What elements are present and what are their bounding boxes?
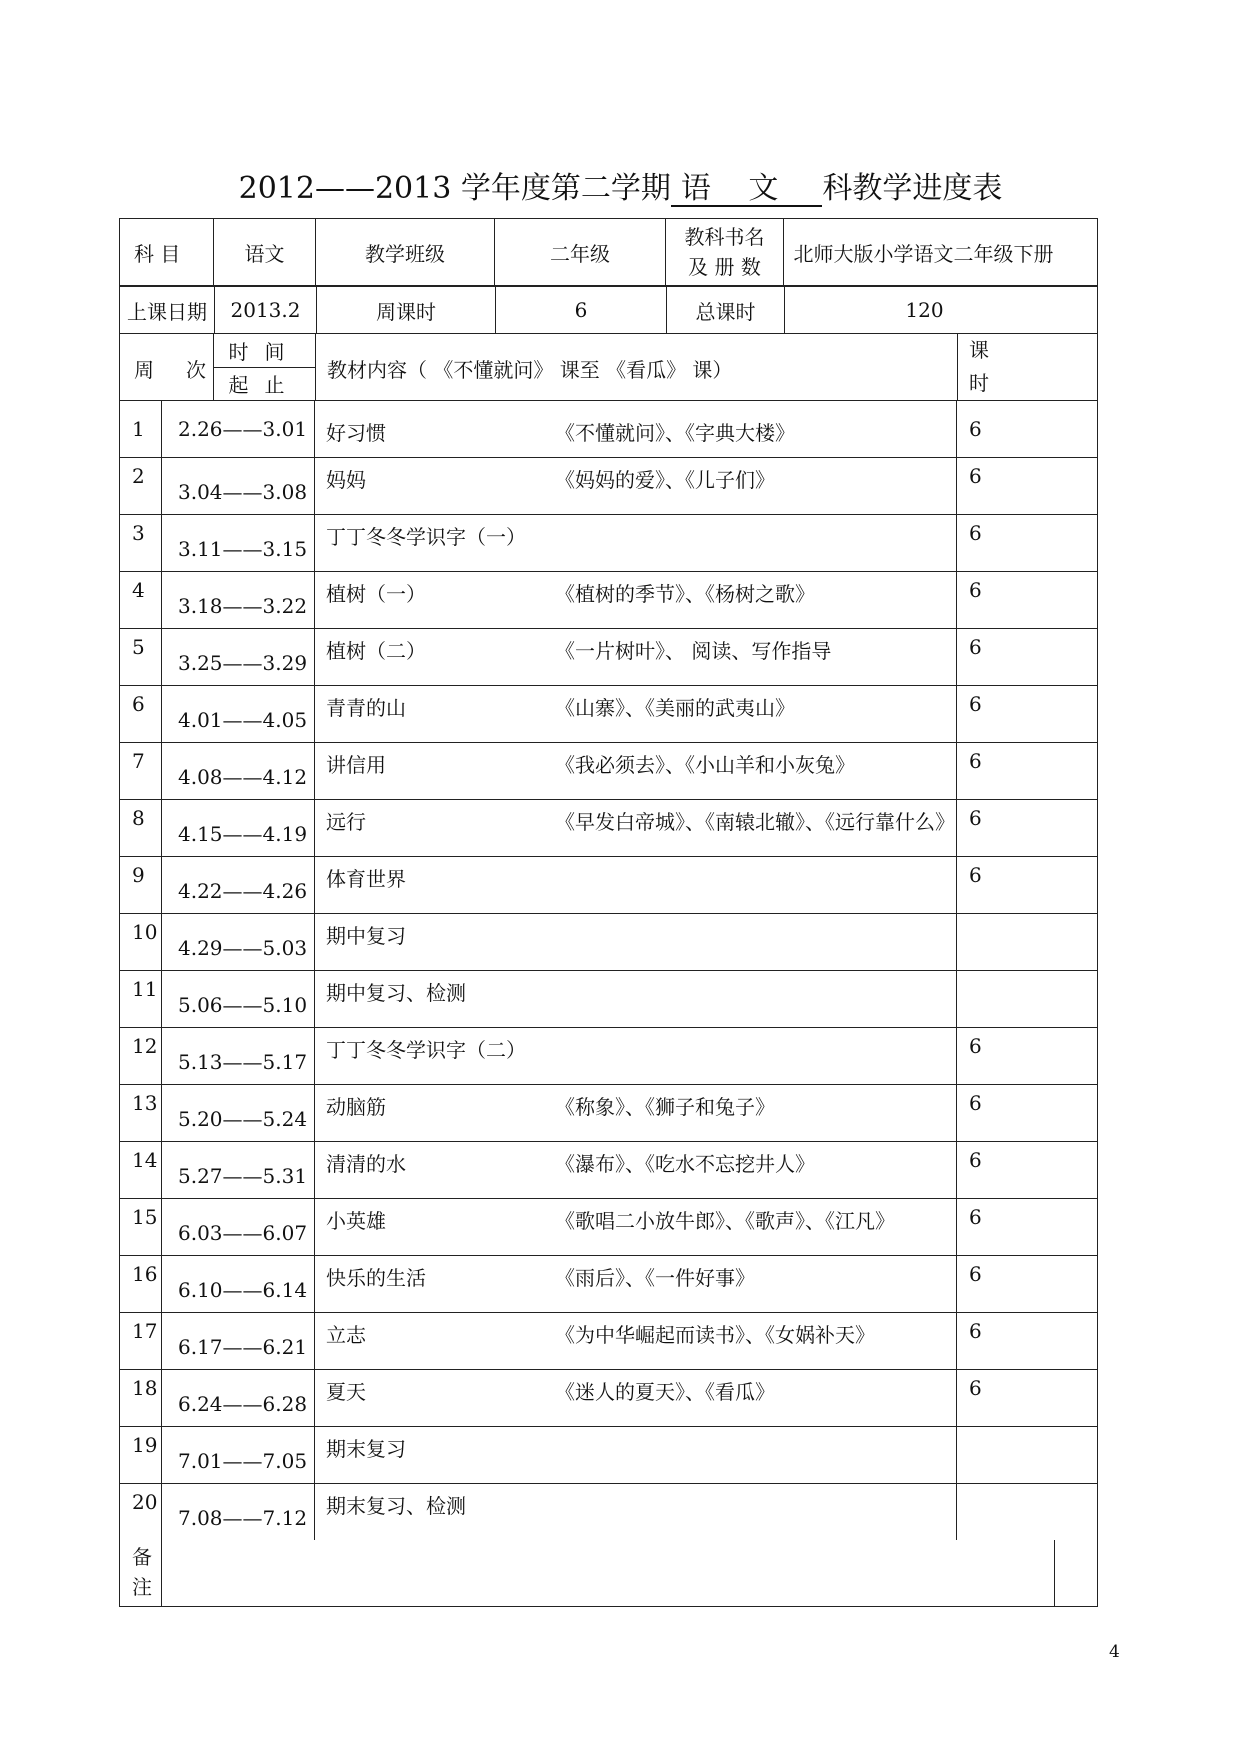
week-cell: 16	[120, 1256, 162, 1312]
hours-cell: 6	[969, 1034, 982, 1058]
lessons-cell	[555, 857, 957, 913]
lessons-cell: 《一片树叶》、 阅读、写作指导	[555, 629, 957, 685]
schedule-grid	[119, 334, 1098, 1607]
unit-cell: 远行	[326, 810, 366, 834]
table-row	[120, 458, 1097, 515]
week-cell: 17	[120, 1313, 162, 1369]
hours-cell: 6	[969, 578, 982, 602]
week-cell: 3	[120, 515, 162, 571]
lessons-cell: 《妈妈的爱》、《儿子们》	[555, 458, 957, 514]
table-row	[120, 686, 1097, 743]
unit-cell: 夏天	[326, 1380, 366, 1404]
start-label: 上课日期	[120, 287, 215, 333]
week-cell: 12	[120, 1028, 162, 1084]
date-range-cell: 6.03——6.07	[162, 1199, 315, 1255]
date-range-cell: 7.08——7.12	[162, 1484, 315, 1540]
unit-cell: 动脑筋	[326, 1095, 386, 1119]
hours-col-top: 课	[969, 338, 989, 362]
week-cell: 1	[120, 401, 162, 457]
weekly-value: 6	[496, 287, 667, 333]
class-value: 二年级	[495, 219, 666, 285]
hours-cell	[957, 914, 999, 970]
date-range-cell: 5.27——5.31	[162, 1142, 315, 1198]
unit-cell: 立志	[326, 1323, 366, 1347]
unit-cell: 植树（二）	[326, 639, 426, 663]
notes-label-1: 备	[132, 1545, 152, 1569]
table-row	[120, 1484, 1097, 1540]
week-col-header: 周	[134, 358, 154, 382]
date-range-cell: 6.17——6.21	[162, 1313, 315, 1369]
week-cell: 15	[120, 1199, 162, 1255]
week-cell: 2	[120, 458, 162, 514]
table-row	[120, 743, 1097, 800]
hours-cell: 6	[969, 692, 982, 716]
date-range-cell: 2.26——3.01	[162, 401, 315, 457]
unit-cell: 丁丁冬冬学识字（二）	[326, 1038, 526, 1062]
unit-cell: 期中复习	[326, 924, 406, 948]
unit-cell: 妈妈	[326, 468, 366, 492]
book-label-line2: 及 册 数	[688, 255, 761, 279]
title-subject: 语 文	[671, 172, 823, 207]
hours-cell: 6	[969, 1376, 982, 1400]
table-row	[120, 515, 1097, 572]
table-row	[120, 1085, 1097, 1142]
date-range-cell: 5.13——5.17	[162, 1028, 315, 1084]
table-row	[120, 800, 1097, 857]
week-rows	[120, 401, 1097, 1540]
hours-cell: 6	[969, 749, 982, 773]
hours-cell: 6	[969, 1205, 982, 1229]
total-value: 120	[905, 298, 944, 322]
unit-cell: 小英雄	[326, 1209, 386, 1233]
time-col-bottom: 起止	[228, 373, 301, 398]
unit-cell: 期末复习、检测	[326, 1494, 466, 1518]
lessons-cell: 《迷人的夏天》、《看瓜》	[555, 1370, 957, 1426]
lessons-cell: 《称象》、《狮子和兔子》	[555, 1085, 957, 1141]
date-range-cell: 7.01——7.05	[162, 1427, 315, 1483]
column-header-row	[120, 334, 1097, 401]
week-cell: 7	[120, 743, 162, 799]
table-row	[120, 914, 1097, 971]
week-cell: 11	[120, 971, 162, 1027]
book-label	[666, 219, 784, 285]
hours-cell	[957, 1484, 999, 1540]
lessons-cell	[555, 1028, 957, 1084]
unit-cell: 青青的山	[326, 696, 406, 720]
unit-cell: 期中复习、检测	[326, 981, 466, 1005]
hours-cell: 6	[969, 1091, 982, 1115]
hours-cell: 6	[969, 1148, 982, 1172]
unit-cell: 好习惯	[326, 421, 386, 445]
date-range-cell: 4.15——4.19	[162, 800, 315, 856]
unit-cell: 丁丁冬冬学识字（一）	[326, 525, 526, 549]
lessons-cell: 《我必须去》、《小山羊和小灰兔》	[555, 743, 957, 799]
hours-cell: 6	[969, 806, 982, 830]
table-row	[120, 971, 1097, 1028]
hours-cell	[957, 971, 999, 1027]
hours-cell: 6	[969, 863, 982, 887]
week-col-header-2: 次	[162, 334, 214, 400]
notes-label-2: 注	[132, 1575, 152, 1599]
date-range-cell: 4.08——4.12	[162, 743, 315, 799]
book-label-line1: 教科书名	[684, 225, 765, 249]
hours-cell: 6	[969, 417, 982, 441]
subject-label	[120, 219, 214, 285]
hours-cell: 6	[969, 1319, 982, 1343]
week-cell: 6	[120, 686, 162, 742]
table-row	[120, 1142, 1097, 1199]
unit-cell: 讲信用	[326, 753, 386, 777]
table-row	[120, 857, 1097, 914]
lessons-cell: 《雨后》、《一件好事》	[555, 1256, 957, 1312]
lessons-cell	[555, 1484, 957, 1540]
date-range-cell: 4.29——5.03	[162, 914, 315, 970]
week-cell: 18	[120, 1370, 162, 1426]
date-range-cell: 6.24——6.28	[162, 1370, 315, 1426]
lessons-cell: 《山寨》、《美丽的武夷山》	[555, 686, 957, 742]
notes-content	[162, 1540, 1055, 1606]
title-suffix: 科教学进度表	[822, 171, 1003, 206]
week-cell: 8	[120, 800, 162, 856]
table-row	[120, 1256, 1097, 1313]
lessons-cell	[555, 971, 957, 1027]
date-range-cell: 5.20——5.24	[162, 1085, 315, 1141]
title-prefix: 2012——2013 学年度第二学期	[238, 171, 671, 206]
time-col-header	[214, 334, 316, 400]
lessons-cell	[555, 1427, 957, 1483]
subject-value: 语文	[214, 219, 316, 285]
table-row	[120, 572, 1097, 629]
time-col-top: 时间	[214, 334, 315, 368]
notes-hours	[1055, 1540, 1097, 1606]
lessons-cell: 《不懂就问》、《字典大楼》	[555, 401, 957, 457]
header-row-1	[119, 218, 1098, 286]
week-cell: 14	[120, 1142, 162, 1198]
subject-label-text: 科 目	[134, 241, 181, 266]
date-range-cell: 3.18——3.22	[162, 572, 315, 628]
date-range-cell: 3.25——3.29	[162, 629, 315, 685]
lessons-cell	[555, 914, 957, 970]
unit-cell: 植树（一）	[326, 582, 426, 606]
hours-cell: 6	[969, 1262, 982, 1286]
hours-cell	[957, 1427, 999, 1483]
week-cell: 19	[120, 1427, 162, 1483]
lessons-cell: 《歌唱二小放牛郎》、《歌声》、《江凡》	[555, 1199, 957, 1255]
page-title	[0, 163, 1241, 207]
class-label: 教学班级	[316, 219, 495, 285]
week-cell: 10	[120, 914, 162, 970]
notes-label	[120, 1540, 162, 1606]
lessons-cell: 《为中华崛起而读书》、《女娲补天》	[555, 1313, 957, 1369]
date-range-cell: 5.06——5.10	[162, 971, 315, 1027]
start-value: 2013.2	[215, 287, 317, 333]
unit-cell: 清清的水	[326, 1152, 406, 1176]
schedule-table	[119, 218, 1098, 1607]
hours-cell: 6	[969, 521, 982, 545]
hours-cell: 6	[969, 464, 982, 488]
hours-col-header	[958, 334, 1000, 400]
week-cell: 4	[120, 572, 162, 628]
table-row	[120, 401, 1097, 458]
lessons-cell: 《植树的季节》、《杨树之歌》	[555, 572, 957, 628]
week-cell: 5	[120, 629, 162, 685]
date-range-cell: 4.22——4.26	[162, 857, 315, 913]
hours-col-bottom: 时	[969, 371, 989, 395]
table-row	[120, 1427, 1097, 1484]
table-row	[120, 1028, 1097, 1085]
table-row	[120, 1313, 1097, 1370]
date-range-cell: 4.01——4.05	[162, 686, 315, 742]
week-cell: 20	[120, 1484, 162, 1540]
date-range-cell: 6.10——6.14	[162, 1256, 315, 1312]
unit-cell: 期末复习	[326, 1437, 406, 1461]
table-row	[120, 1370, 1097, 1427]
date-range-cell: 3.11——3.15	[162, 515, 315, 571]
unit-cell: 体育世界	[326, 867, 406, 891]
week-cell: 9	[120, 857, 162, 913]
header-row-2	[119, 286, 1098, 334]
lessons-cell: 《早发白帝城》、《南辕北辙》、《远行靠什么》	[555, 800, 957, 856]
date-range-cell: 3.04——3.08	[162, 458, 315, 514]
table-row	[120, 1199, 1097, 1256]
lessons-cell	[555, 515, 957, 571]
content-col-header: 教材内容（ 《不懂就问》 课至 《看瓜》 课）	[316, 334, 958, 400]
table-row	[120, 629, 1097, 686]
lessons-cell: 《瀑布》、《吃水不忘挖井人》	[555, 1142, 957, 1198]
weekly-label: 周课时	[317, 287, 496, 333]
notes-row	[120, 1540, 1097, 1606]
page-number: 4	[1109, 1642, 1120, 1662]
week-cell: 13	[120, 1085, 162, 1141]
book-value: 北师大版小学语文二年级下册	[793, 241, 1054, 266]
unit-cell: 快乐的生活	[326, 1266, 426, 1290]
total-label: 总课时	[667, 287, 785, 333]
hours-cell: 6	[969, 635, 982, 659]
